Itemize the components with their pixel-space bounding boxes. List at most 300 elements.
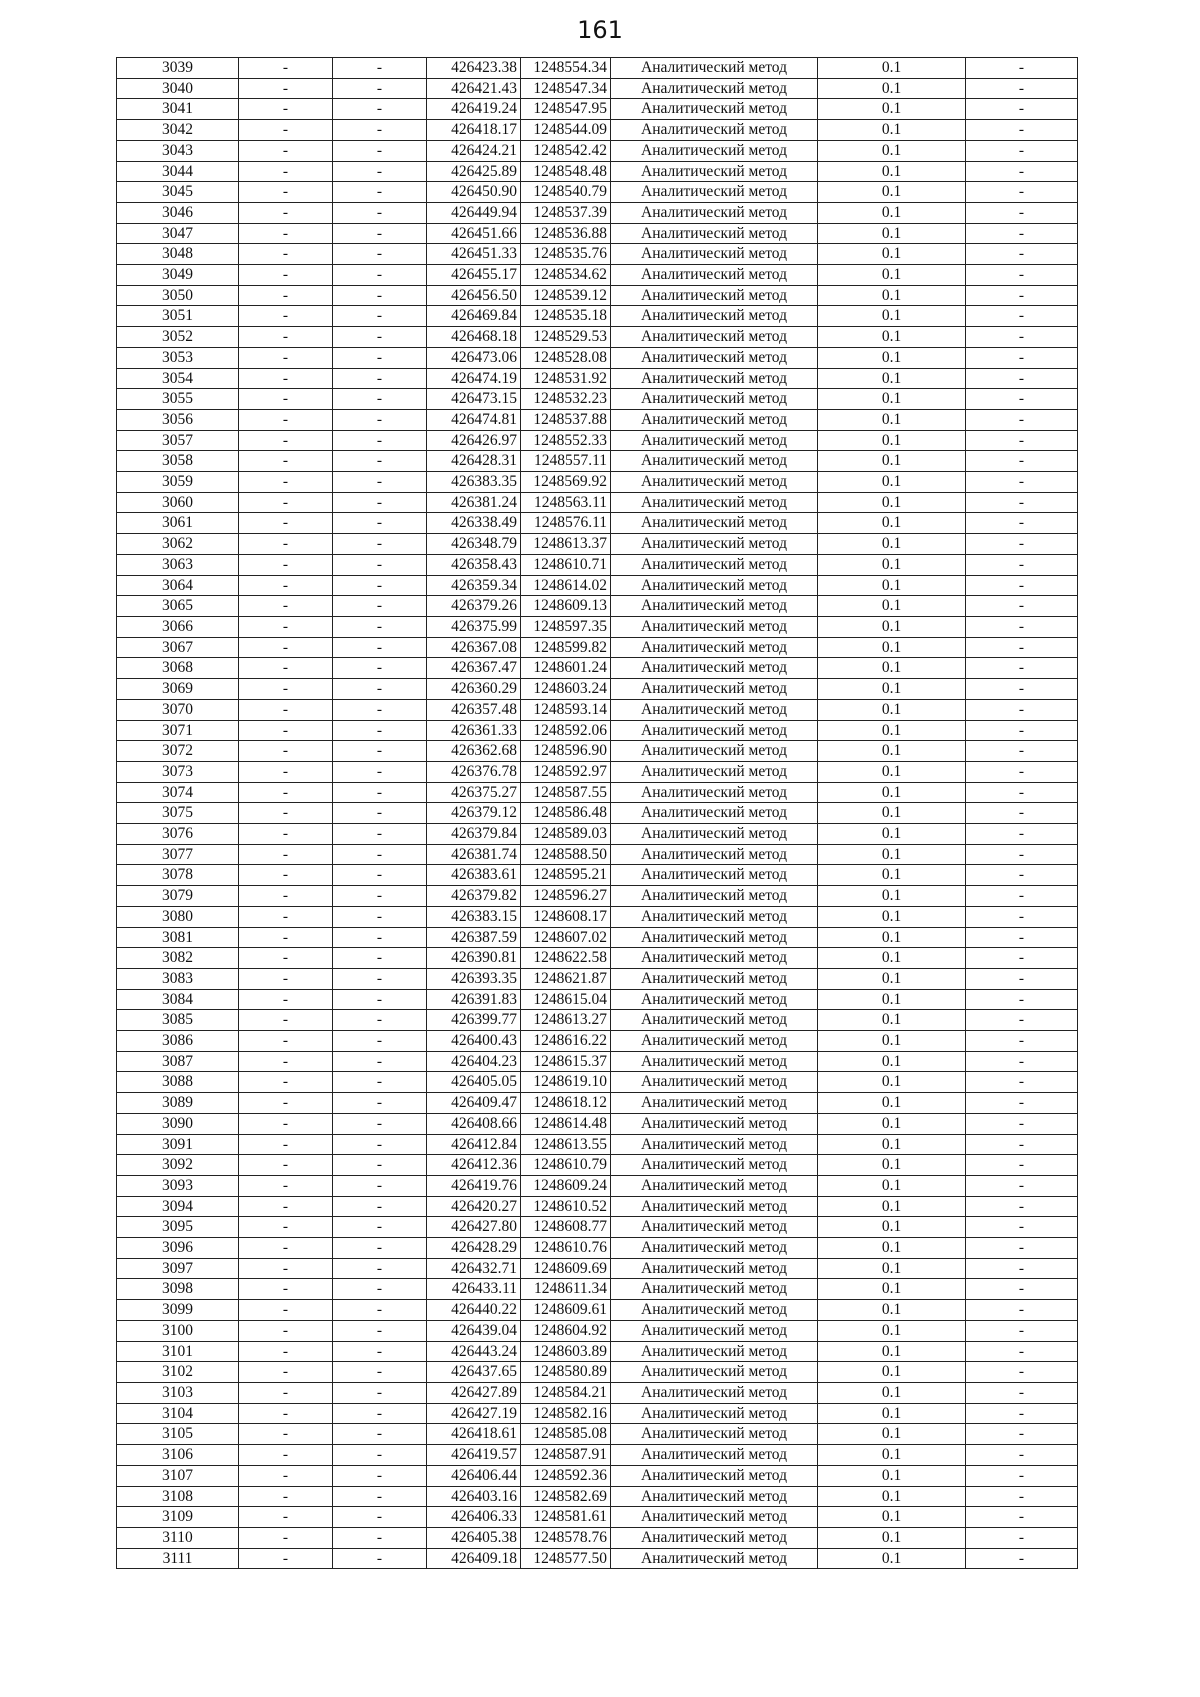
accuracy-cell: 0.1 xyxy=(818,699,966,720)
dash-cell: - xyxy=(333,803,427,824)
dash-cell: - xyxy=(966,534,1078,555)
method-cell: Аналитический метод xyxy=(611,99,818,120)
point-number-cell: 3041 xyxy=(117,99,239,120)
point-number-cell: 3067 xyxy=(117,637,239,658)
y-coordinate-cell: 1248616.22 xyxy=(521,1031,611,1052)
method-cell: Аналитический метод xyxy=(611,202,818,223)
accuracy-cell: 0.1 xyxy=(818,1134,966,1155)
table-row xyxy=(117,844,1078,865)
method-cell: Аналитический метод xyxy=(611,679,818,700)
accuracy-cell: 0.1 xyxy=(818,389,966,410)
accuracy-cell: 0.1 xyxy=(818,989,966,1010)
dash-cell: - xyxy=(333,741,427,762)
table-row xyxy=(117,161,1078,182)
point-number-cell: 3082 xyxy=(117,948,239,969)
table-row xyxy=(117,534,1078,555)
point-number-cell: 3094 xyxy=(117,1196,239,1217)
x-coordinate-cell: 426420.27 xyxy=(427,1196,521,1217)
x-coordinate-cell: 426473.15 xyxy=(427,389,521,410)
accuracy-cell: 0.1 xyxy=(818,347,966,368)
x-coordinate-cell: 426391.83 xyxy=(427,989,521,1010)
method-cell: Аналитический метод xyxy=(611,1424,818,1445)
dash-cell: - xyxy=(333,1010,427,1031)
table-row xyxy=(117,948,1078,969)
table-row xyxy=(117,886,1078,907)
table-row xyxy=(117,782,1078,803)
point-number-cell: 3106 xyxy=(117,1445,239,1466)
y-coordinate-cell: 1248537.88 xyxy=(521,409,611,430)
accuracy-cell: 0.1 xyxy=(818,409,966,430)
y-coordinate-cell: 1248601.24 xyxy=(521,658,611,679)
y-coordinate-cell: 1248534.62 xyxy=(521,265,611,286)
point-number-cell: 3101 xyxy=(117,1341,239,1362)
dash-cell: - xyxy=(966,616,1078,637)
method-cell: Аналитический метод xyxy=(611,761,818,782)
method-cell: Аналитический метод xyxy=(611,1051,818,1072)
x-coordinate-cell: 426405.38 xyxy=(427,1527,521,1548)
y-coordinate-cell: 1248615.37 xyxy=(521,1051,611,1072)
dash-cell: - xyxy=(966,720,1078,741)
dash-cell: - xyxy=(966,1486,1078,1507)
accuracy-cell: 0.1 xyxy=(818,99,966,120)
y-coordinate-cell: 1248610.52 xyxy=(521,1196,611,1217)
table-row xyxy=(117,1031,1078,1052)
method-cell: Аналитический метод xyxy=(611,120,818,141)
dash-cell: - xyxy=(966,803,1078,824)
dash-cell: - xyxy=(966,306,1078,327)
dash-cell: - xyxy=(333,1175,427,1196)
method-cell: Аналитический метод xyxy=(611,451,818,472)
dash-cell: - xyxy=(966,182,1078,203)
accuracy-cell: 0.1 xyxy=(818,430,966,451)
point-number-cell: 3070 xyxy=(117,699,239,720)
y-coordinate-cell: 1248547.34 xyxy=(521,78,611,99)
dash-cell: - xyxy=(239,244,333,265)
dash-cell: - xyxy=(333,637,427,658)
dash-cell: - xyxy=(239,1010,333,1031)
x-coordinate-cell: 426412.84 xyxy=(427,1134,521,1155)
point-number-cell: 3087 xyxy=(117,1051,239,1072)
table-row xyxy=(117,741,1078,762)
y-coordinate-cell: 1248618.12 xyxy=(521,1093,611,1114)
dash-cell: - xyxy=(966,1217,1078,1238)
dash-cell: - xyxy=(966,244,1078,265)
table-row xyxy=(117,472,1078,493)
dash-cell: - xyxy=(333,1486,427,1507)
dash-cell: - xyxy=(966,699,1078,720)
dash-cell: - xyxy=(239,409,333,430)
point-number-cell: 3091 xyxy=(117,1134,239,1155)
dash-cell: - xyxy=(333,1134,427,1155)
point-number-cell: 3051 xyxy=(117,306,239,327)
point-number-cell: 3090 xyxy=(117,1113,239,1134)
y-coordinate-cell: 1248535.18 xyxy=(521,306,611,327)
y-coordinate-cell: 1248563.11 xyxy=(521,492,611,513)
dash-cell: - xyxy=(333,906,427,927)
y-coordinate-cell: 1248532.23 xyxy=(521,389,611,410)
point-number-cell: 3068 xyxy=(117,658,239,679)
point-number-cell: 3074 xyxy=(117,782,239,803)
dash-cell: - xyxy=(966,1072,1078,1093)
accuracy-cell: 0.1 xyxy=(818,1341,966,1362)
accuracy-cell: 0.1 xyxy=(818,844,966,865)
dash-cell: - xyxy=(966,906,1078,927)
y-coordinate-cell: 1248611.34 xyxy=(521,1279,611,1300)
point-number-cell: 3105 xyxy=(117,1424,239,1445)
dash-cell: - xyxy=(966,472,1078,493)
dash-cell: - xyxy=(239,886,333,907)
dash-cell: - xyxy=(239,285,333,306)
table-row xyxy=(117,409,1078,430)
dash-cell: - xyxy=(239,347,333,368)
method-cell: Аналитический метод xyxy=(611,1155,818,1176)
dash-cell: - xyxy=(966,451,1078,472)
dash-cell: - xyxy=(966,1051,1078,1072)
x-coordinate-cell: 426474.19 xyxy=(427,368,521,389)
dash-cell: - xyxy=(333,99,427,120)
dash-cell: - xyxy=(239,1445,333,1466)
y-coordinate-cell: 1248582.16 xyxy=(521,1403,611,1424)
accuracy-cell: 0.1 xyxy=(818,1010,966,1031)
dash-cell: - xyxy=(966,430,1078,451)
dash-cell: - xyxy=(239,265,333,286)
accuracy-cell: 0.1 xyxy=(818,265,966,286)
dash-cell: - xyxy=(966,741,1078,762)
table-row xyxy=(117,1486,1078,1507)
dash-cell: - xyxy=(333,554,427,575)
dash-cell: - xyxy=(239,948,333,969)
method-cell: Аналитический метод xyxy=(611,1527,818,1548)
method-cell: Аналитический метод xyxy=(611,637,818,658)
dash-cell: - xyxy=(239,472,333,493)
table-row xyxy=(117,989,1078,1010)
point-number-cell: 3054 xyxy=(117,368,239,389)
dash-cell: - xyxy=(333,1362,427,1383)
dash-cell: - xyxy=(333,120,427,141)
x-coordinate-cell: 426469.84 xyxy=(427,306,521,327)
x-coordinate-cell: 426428.31 xyxy=(427,451,521,472)
dash-cell: - xyxy=(966,1093,1078,1114)
x-coordinate-cell: 426357.48 xyxy=(427,699,521,720)
dash-cell: - xyxy=(239,1341,333,1362)
x-coordinate-cell: 426381.74 xyxy=(427,844,521,865)
dash-cell: - xyxy=(333,658,427,679)
x-coordinate-cell: 426375.99 xyxy=(427,616,521,637)
table-row xyxy=(117,78,1078,99)
table-row xyxy=(117,699,1078,720)
dash-cell: - xyxy=(333,140,427,161)
dash-cell: - xyxy=(239,78,333,99)
method-cell: Аналитический метод xyxy=(611,968,818,989)
dash-cell: - xyxy=(333,1113,427,1134)
point-number-cell: 3108 xyxy=(117,1486,239,1507)
x-coordinate-cell: 426409.47 xyxy=(427,1093,521,1114)
accuracy-cell: 0.1 xyxy=(818,1300,966,1321)
dash-cell: - xyxy=(239,1093,333,1114)
accuracy-cell: 0.1 xyxy=(818,658,966,679)
y-coordinate-cell: 1248535.76 xyxy=(521,244,611,265)
dash-cell: - xyxy=(239,1258,333,1279)
dash-cell: - xyxy=(333,761,427,782)
x-coordinate-cell: 426455.17 xyxy=(427,265,521,286)
table-row xyxy=(117,223,1078,244)
dash-cell: - xyxy=(333,679,427,700)
table-row xyxy=(117,368,1078,389)
method-cell: Аналитический метод xyxy=(611,554,818,575)
method-cell: Аналитический метод xyxy=(611,1465,818,1486)
table-row xyxy=(117,244,1078,265)
table-row xyxy=(117,1113,1078,1134)
dash-cell: - xyxy=(239,1362,333,1383)
point-number-cell: 3039 xyxy=(117,58,239,79)
method-cell: Аналитический метод xyxy=(611,78,818,99)
accuracy-cell: 0.1 xyxy=(818,720,966,741)
dash-cell: - xyxy=(239,1527,333,1548)
dash-cell: - xyxy=(239,1031,333,1052)
dash-cell: - xyxy=(239,1196,333,1217)
dash-cell: - xyxy=(966,1238,1078,1259)
dash-cell: - xyxy=(333,161,427,182)
dash-cell: - xyxy=(966,948,1078,969)
x-coordinate-cell: 426474.81 xyxy=(427,409,521,430)
x-coordinate-cell: 426419.24 xyxy=(427,99,521,120)
dash-cell: - xyxy=(333,844,427,865)
table-row xyxy=(117,824,1078,845)
point-number-cell: 3098 xyxy=(117,1279,239,1300)
x-coordinate-cell: 426387.59 xyxy=(427,927,521,948)
table-row xyxy=(117,720,1078,741)
x-coordinate-cell: 426338.49 xyxy=(427,513,521,534)
dash-cell: - xyxy=(239,658,333,679)
method-cell: Аналитический метод xyxy=(611,616,818,637)
x-coordinate-cell: 426379.12 xyxy=(427,803,521,824)
dash-cell: - xyxy=(239,906,333,927)
point-number-cell: 3047 xyxy=(117,223,239,244)
x-coordinate-cell: 426449.94 xyxy=(427,202,521,223)
x-coordinate-cell: 426418.61 xyxy=(427,1424,521,1445)
table-row xyxy=(117,1341,1078,1362)
method-cell: Аналитический метод xyxy=(611,906,818,927)
dash-cell: - xyxy=(333,699,427,720)
method-cell: Аналитический метод xyxy=(611,182,818,203)
dash-cell: - xyxy=(966,140,1078,161)
dash-cell: - xyxy=(333,472,427,493)
dash-cell: - xyxy=(239,534,333,555)
y-coordinate-cell: 1248578.76 xyxy=(521,1527,611,1548)
dash-cell: - xyxy=(966,679,1078,700)
dash-cell: - xyxy=(239,761,333,782)
point-number-cell: 3099 xyxy=(117,1300,239,1321)
dash-cell: - xyxy=(239,1113,333,1134)
x-coordinate-cell: 426428.29 xyxy=(427,1238,521,1259)
table-row xyxy=(117,761,1078,782)
dash-cell: - xyxy=(239,120,333,141)
y-coordinate-cell: 1248596.27 xyxy=(521,886,611,907)
dash-cell: - xyxy=(239,1486,333,1507)
point-number-cell: 3066 xyxy=(117,616,239,637)
dash-cell: - xyxy=(966,120,1078,141)
dash-cell: - xyxy=(333,202,427,223)
y-coordinate-cell: 1248576.11 xyxy=(521,513,611,534)
y-coordinate-cell: 1248582.69 xyxy=(521,1486,611,1507)
accuracy-cell: 0.1 xyxy=(818,1424,966,1445)
y-coordinate-cell: 1248547.95 xyxy=(521,99,611,120)
dash-cell: - xyxy=(333,1155,427,1176)
dash-cell: - xyxy=(239,1424,333,1445)
dash-cell: - xyxy=(333,327,427,348)
x-coordinate-cell: 426393.35 xyxy=(427,968,521,989)
x-coordinate-cell: 426426.97 xyxy=(427,430,521,451)
dash-cell: - xyxy=(966,1279,1078,1300)
point-number-cell: 3057 xyxy=(117,430,239,451)
y-coordinate-cell: 1248548.48 xyxy=(521,161,611,182)
x-coordinate-cell: 426423.38 xyxy=(427,58,521,79)
accuracy-cell: 0.1 xyxy=(818,803,966,824)
method-cell: Аналитический метод xyxy=(611,327,818,348)
accuracy-cell: 0.1 xyxy=(818,1403,966,1424)
dash-cell: - xyxy=(966,202,1078,223)
accuracy-cell: 0.1 xyxy=(818,1238,966,1259)
x-coordinate-cell: 426421.43 xyxy=(427,78,521,99)
dash-cell: - xyxy=(333,596,427,617)
dash-cell: - xyxy=(333,989,427,1010)
table-row xyxy=(117,492,1078,513)
dash-cell: - xyxy=(333,1217,427,1238)
method-cell: Аналитический метод xyxy=(611,1445,818,1466)
table-row xyxy=(117,803,1078,824)
dash-cell: - xyxy=(239,451,333,472)
dash-cell: - xyxy=(966,1362,1078,1383)
method-cell: Аналитический метод xyxy=(611,720,818,741)
dash-cell: - xyxy=(239,720,333,741)
y-coordinate-cell: 1248593.14 xyxy=(521,699,611,720)
y-coordinate-cell: 1248552.33 xyxy=(521,430,611,451)
method-cell: Аналитический метод xyxy=(611,58,818,79)
y-coordinate-cell: 1248569.92 xyxy=(521,472,611,493)
x-coordinate-cell: 426406.33 xyxy=(427,1507,521,1528)
table-row xyxy=(117,451,1078,472)
accuracy-cell: 0.1 xyxy=(818,451,966,472)
dash-cell: - xyxy=(966,1424,1078,1445)
table-row xyxy=(117,347,1078,368)
x-coordinate-cell: 426379.84 xyxy=(427,824,521,845)
accuracy-cell: 0.1 xyxy=(818,161,966,182)
table-row xyxy=(117,616,1078,637)
method-cell: Аналитический метод xyxy=(611,1300,818,1321)
method-cell: Аналитический метод xyxy=(611,1258,818,1279)
dash-cell: - xyxy=(239,161,333,182)
x-coordinate-cell: 426379.26 xyxy=(427,596,521,617)
point-number-cell: 3086 xyxy=(117,1031,239,1052)
dash-cell: - xyxy=(333,1258,427,1279)
point-number-cell: 3059 xyxy=(117,472,239,493)
method-cell: Аналитический метод xyxy=(611,347,818,368)
dash-cell: - xyxy=(966,865,1078,886)
dash-cell: - xyxy=(966,99,1078,120)
dash-cell: - xyxy=(333,948,427,969)
point-number-cell: 3075 xyxy=(117,803,239,824)
table-row xyxy=(117,430,1078,451)
table-row xyxy=(117,658,1078,679)
y-coordinate-cell: 1248542.42 xyxy=(521,140,611,161)
dash-cell: - xyxy=(966,761,1078,782)
table-row xyxy=(117,306,1078,327)
dash-cell: - xyxy=(966,927,1078,948)
method-cell: Аналитический метод xyxy=(611,1507,818,1528)
table-row xyxy=(117,202,1078,223)
point-number-cell: 3058 xyxy=(117,451,239,472)
table-row xyxy=(117,1445,1078,1466)
x-coordinate-cell: 426427.80 xyxy=(427,1217,521,1238)
point-number-cell: 3073 xyxy=(117,761,239,782)
x-coordinate-cell: 426400.43 xyxy=(427,1031,521,1052)
point-number-cell: 3103 xyxy=(117,1383,239,1404)
method-cell: Аналитический метод xyxy=(611,1548,818,1569)
y-coordinate-cell: 1248595.21 xyxy=(521,865,611,886)
accuracy-cell: 0.1 xyxy=(818,1113,966,1134)
method-cell: Аналитический метод xyxy=(611,368,818,389)
accuracy-cell: 0.1 xyxy=(818,306,966,327)
y-coordinate-cell: 1248599.82 xyxy=(521,637,611,658)
accuracy-cell: 0.1 xyxy=(818,1155,966,1176)
dash-cell: - xyxy=(966,968,1078,989)
method-cell: Аналитический метод xyxy=(611,1362,818,1383)
accuracy-cell: 0.1 xyxy=(818,1445,966,1466)
dash-cell: - xyxy=(239,989,333,1010)
accuracy-cell: 0.1 xyxy=(818,244,966,265)
x-coordinate-cell: 426383.15 xyxy=(427,906,521,927)
point-number-cell: 3110 xyxy=(117,1527,239,1548)
accuracy-cell: 0.1 xyxy=(818,1072,966,1093)
table-row xyxy=(117,1010,1078,1031)
dash-cell: - xyxy=(966,58,1078,79)
table-row xyxy=(117,1175,1078,1196)
accuracy-cell: 0.1 xyxy=(818,1527,966,1548)
accuracy-cell: 0.1 xyxy=(818,948,966,969)
x-coordinate-cell: 426399.77 xyxy=(427,1010,521,1031)
x-coordinate-cell: 426419.57 xyxy=(427,1445,521,1466)
accuracy-cell: 0.1 xyxy=(818,1051,966,1072)
dash-cell: - xyxy=(239,492,333,513)
x-coordinate-cell: 426359.34 xyxy=(427,575,521,596)
dash-cell: - xyxy=(239,554,333,575)
dash-cell: - xyxy=(333,968,427,989)
dash-cell: - xyxy=(966,389,1078,410)
method-cell: Аналитический метод xyxy=(611,741,818,762)
point-number-cell: 3062 xyxy=(117,534,239,555)
table-row xyxy=(117,927,1078,948)
method-cell: Аналитический метод xyxy=(611,409,818,430)
dash-cell: - xyxy=(966,409,1078,430)
dash-cell: - xyxy=(239,182,333,203)
dash-cell: - xyxy=(966,1300,1078,1321)
dash-cell: - xyxy=(333,347,427,368)
dash-cell: - xyxy=(966,223,1078,244)
table-row xyxy=(117,968,1078,989)
dash-cell: - xyxy=(333,244,427,265)
point-number-cell: 3104 xyxy=(117,1403,239,1424)
x-coordinate-cell: 426360.29 xyxy=(427,679,521,700)
method-cell: Аналитический метод xyxy=(611,699,818,720)
dash-cell: - xyxy=(333,534,427,555)
dash-cell: - xyxy=(239,782,333,803)
dash-cell: - xyxy=(333,1279,427,1300)
x-coordinate-cell: 426425.89 xyxy=(427,161,521,182)
dash-cell: - xyxy=(333,575,427,596)
table-row xyxy=(117,389,1078,410)
y-coordinate-cell: 1248607.02 xyxy=(521,927,611,948)
table-row xyxy=(117,554,1078,575)
